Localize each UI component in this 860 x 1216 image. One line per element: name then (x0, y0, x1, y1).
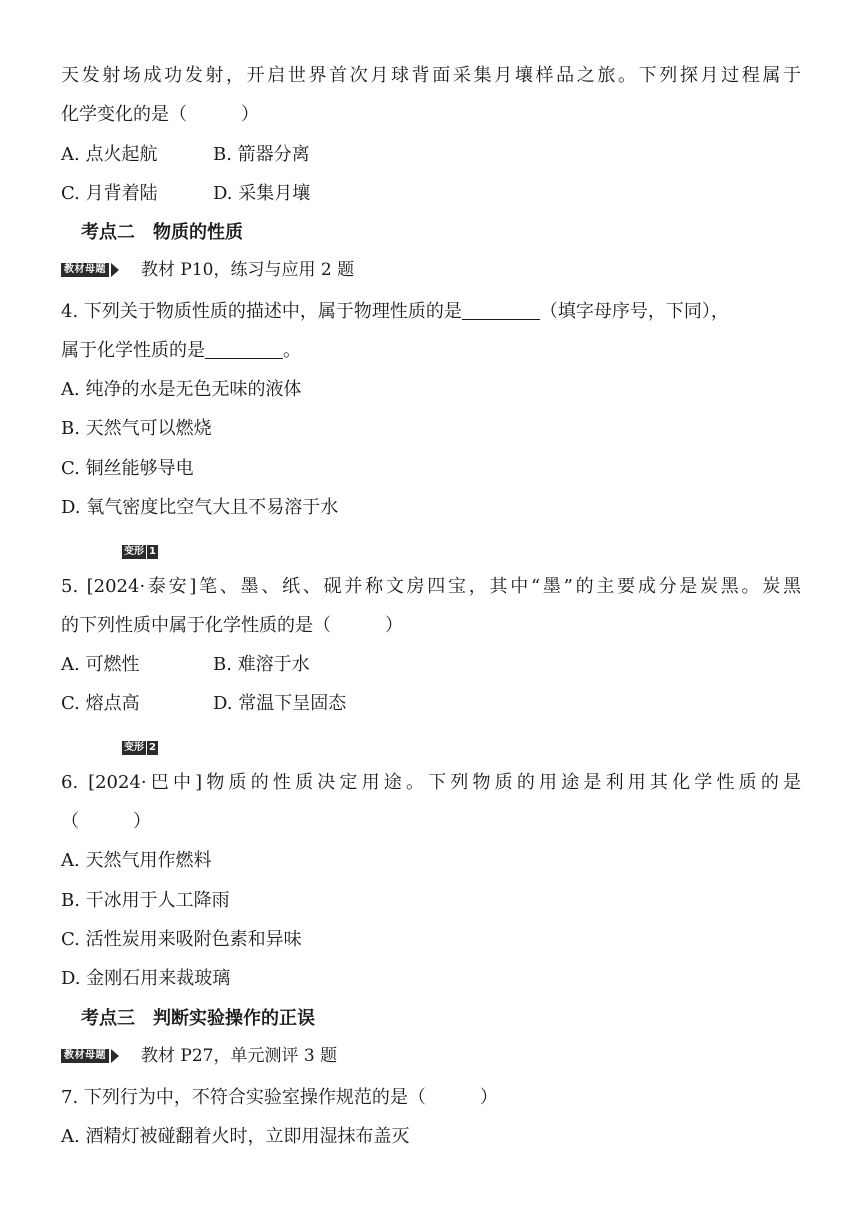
q6-option-a: A. 天然气用作燃料 (61, 850, 212, 871)
q4-option-d: D. 氧气密度比空气大且不易溶于水 (61, 497, 339, 518)
q4-answer-blank-2[interactable] (205, 340, 283, 359)
q4-stem-text-c: 属于化学性质的是 (61, 340, 205, 361)
play-triangle-icon (111, 263, 119, 277)
play-triangle-icon (111, 1049, 119, 1063)
q7-stem-line1: 7. 下列行为中，不符合实验室操作规范的是（ ） (61, 1087, 498, 1108)
q3-option-c: C. 月背着陆 (61, 183, 158, 204)
q6-stem-line1: 6. [2024·巴中]物质的性质决定用途。下列物质的用途是利用其化学性质的是 (61, 772, 801, 793)
variant-badge-label: 变形 (124, 742, 144, 753)
q4-answer-blank-1[interactable] (462, 301, 540, 320)
textbook-reference: 教材 P10，练习与应用 2 题 (141, 260, 355, 280)
textbook-badge (61, 263, 119, 277)
variant-badge-label: 变形 (124, 546, 144, 557)
q5-option-c: C. 熔点高 (61, 693, 140, 714)
q4-stem-text-b: （填字母序号，下同）， (539, 301, 729, 322)
q7-option-a: A. 酒精灯被碰翻着火时，立即用湿抹布盖灭 (61, 1126, 410, 1147)
q4-option-a: A. 纯净的水是无色无味的液体 (61, 379, 302, 400)
q4-stem-text-d: 。 (283, 340, 301, 361)
variant-badge-number: 2 (149, 742, 156, 753)
section-heading-lab-operations: 考点三 判断实验操作的正误 (81, 1008, 315, 1029)
q3-option-d: D. 采集月壤 (213, 183, 311, 204)
textbook-badge-label: 教材母题 (61, 263, 109, 277)
q3-option-b: B. 箭器分离 (213, 144, 310, 165)
q5-stem-line1: 5. [2024·泰安]笔、墨、纸、砚并称文房四宝，其中“墨”的主要成分是炭黑。炭黑 (61, 576, 801, 597)
q4-stem-line1 (61, 300, 801, 324)
variant-badge-1 (122, 545, 158, 559)
q4-option-b: B. 天然气可以燃烧 (61, 418, 212, 439)
q5-option-b: B. 难溶于水 (213, 654, 310, 675)
q3-option-a: A. 点火起航 (61, 144, 158, 165)
q6-option-b: B. 干冰用于人工降雨 (61, 890, 230, 911)
variant-badge-2 (122, 741, 158, 755)
q4-stem-line2 (61, 339, 301, 363)
textbook-badge (61, 1049, 119, 1063)
variant-badge-number: 1 (149, 546, 156, 557)
q5-option-a: A. 可燃性 (61, 654, 140, 675)
textbook-source-row (61, 259, 354, 281)
textbook-reference: 教材 P27，单元测评 3 题 (141, 1046, 338, 1066)
textbook-source-row (61, 1045, 337, 1067)
q6-option-c: C. 活性炭用来吸附色素和异味 (61, 929, 302, 950)
q5-stem-line2: 的下列性质中属于化学性质的是（ ） (61, 615, 403, 636)
q6-option-d: D. 金刚石用来裁玻璃 (61, 968, 231, 989)
q5-option-d: D. 常温下呈固态 (213, 693, 347, 714)
section-heading-properties: 考点二 物质的性质 (81, 222, 243, 243)
q4-stem-text-a: 4. 下列关于物质性质的描述中，属于物理性质的是 (61, 301, 462, 322)
q3-stem-line1: 天发射场成功发射，开启世界首次月球背面采集月壤样品之旅。下列探月过程属于 (61, 65, 801, 86)
q3-stem-line2: 化学变化的是（ ） (61, 104, 259, 125)
textbook-badge-label: 教材母题 (61, 1049, 109, 1063)
q4-option-c: C. 铜丝能够导电 (61, 458, 194, 479)
q6-stem-line2: （ ） (61, 811, 151, 832)
